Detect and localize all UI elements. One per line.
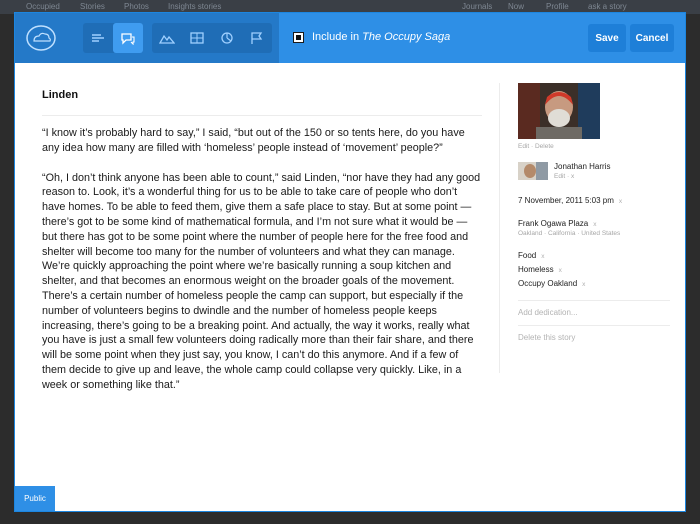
flag-tool-button[interactable]	[242, 23, 272, 53]
story-photo[interactable]	[518, 83, 600, 139]
title-divider	[42, 115, 482, 116]
sidebar-divider	[499, 83, 500, 373]
story-body	[42, 89, 482, 408]
bg-nav-item: Stories	[80, 2, 105, 11]
author-row	[518, 162, 676, 182]
bg-nav-item: Profile	[546, 2, 569, 11]
author-actions[interactable]: Edit · x	[554, 173, 575, 180]
tag-item	[518, 277, 676, 291]
pie-chart-icon	[219, 31, 235, 45]
bg-nav-item: Occupied	[26, 2, 60, 11]
photo-actions[interactable]: Edit · Delete	[518, 143, 554, 150]
bg-nav-item: Journals	[462, 2, 493, 11]
chat-tool-button[interactable]	[113, 23, 143, 53]
text-block-icon	[90, 31, 106, 45]
story-date-row	[518, 196, 676, 205]
bg-nav-item: Now	[508, 2, 525, 11]
tag-label[interactable]: Homeless	[518, 265, 554, 274]
saga-name: The Occupy Saga	[362, 31, 451, 43]
save-button[interactable]: Save	[588, 24, 626, 52]
text-tool-group	[83, 23, 143, 53]
mountains-icon	[159, 31, 175, 45]
sidebar-divider-rule	[518, 300, 670, 301]
remove-date-icon[interactable]: x	[618, 198, 623, 205]
photo-grid-icon	[189, 31, 205, 45]
include-checkbox[interactable]	[293, 32, 304, 43]
author-name[interactable]: Jonathan Harris	[554, 162, 611, 171]
text-tool-button[interactable]	[83, 23, 113, 53]
flag-icon	[249, 31, 265, 45]
include-label	[312, 31, 450, 43]
story-paragraph[interactable]: “I know it’s probably hard to say,” I said, “but out of the 150 or so tents here, do you have any idea how many are filled with ‘homeless’ people instead of ‘movement’ people?”	[42, 127, 465, 154]
story-paragraph[interactable]: “Oh, I don’t think anyone has been able to count,” said Linden, “nor have they had any good reason to. Look, it’s a wonderful thing for us to be able to take care of people who don’t have homes. To be able to feed them, give them a safe place to stay. But at some point — there’s got to be some kind of mathematical formula, and I’m not sure what it would be — but there has got to be some point where the number of people here for the free food and shelter will become too many for the number of volunteers and what they can manage. We’re quickly approaching the point where we’re basically running a soup kitchen and shelter, and that becomes an enormous weight on the broader goals of the movement. There’s a certain number of homeless people the camp can support, but especially if the number of volunteers begins to dwindle and the number of homeless people keeps increasing, there’s going to be a breaking point. And actually, the way it works, really what you have is just a small few volunteers doing radically more than their fair share, and there will be some point when they just say, you know, I can’t do this anymore. And if a few of them decide to give up and leave, the whole camp could collapse very quickly. Like, in a week or something like that.”	[42, 171, 481, 391]
place-row	[518, 219, 676, 228]
author-avatar	[518, 162, 548, 180]
tag-label[interactable]: Food	[518, 251, 537, 260]
tag-list	[518, 249, 676, 291]
story-editor-modal	[14, 12, 686, 512]
cancel-button[interactable]: Cancel	[630, 24, 674, 52]
place-location: Oakland · California · United States	[518, 230, 621, 237]
delete-story-link[interactable]: Delete this story	[518, 333, 576, 342]
bg-nav-item: Insights stories	[168, 2, 222, 11]
remove-place-icon[interactable]: x	[593, 221, 597, 228]
place-name[interactable]: Frank Ogawa Plaza	[518, 219, 589, 228]
chat-bubble-icon	[120, 31, 136, 45]
remove-tag-icon[interactable]: x	[541, 253, 545, 260]
author-info	[554, 162, 610, 182]
bg-nav-item: ask a story	[588, 2, 627, 11]
story-title[interactable]: Linden	[42, 89, 79, 101]
include-in-saga-toggle[interactable]	[293, 31, 450, 43]
landscape-tool-button[interactable]	[152, 23, 182, 53]
story-date[interactable]: 7 November, 2011 5:03 pm	[518, 196, 614, 205]
grid-tool-button[interactable]	[182, 23, 212, 53]
remove-tag-icon[interactable]: x	[558, 267, 562, 274]
avatar-image-icon	[518, 162, 548, 180]
chart-tool-button[interactable]	[212, 23, 242, 53]
bg-nav-item: Photos	[124, 2, 149, 11]
tag-item	[518, 249, 676, 263]
visibility-tab[interactable]: Public	[15, 486, 55, 511]
media-tool-group	[152, 23, 272, 53]
include-label-prefix: Include in	[312, 31, 363, 43]
tag-item	[518, 263, 676, 277]
cloud-logo-icon[interactable]	[25, 23, 57, 53]
remove-tag-icon[interactable]: x	[582, 281, 586, 288]
tag-label[interactable]: Occupy Oakland	[518, 279, 578, 288]
sidebar-divider-rule	[518, 325, 670, 326]
portrait-photo-icon	[518, 83, 600, 139]
add-dedication-field[interactable]: Add dedication...	[518, 308, 578, 317]
story-sidebar	[518, 83, 676, 342]
editor-toolbar	[15, 13, 685, 63]
